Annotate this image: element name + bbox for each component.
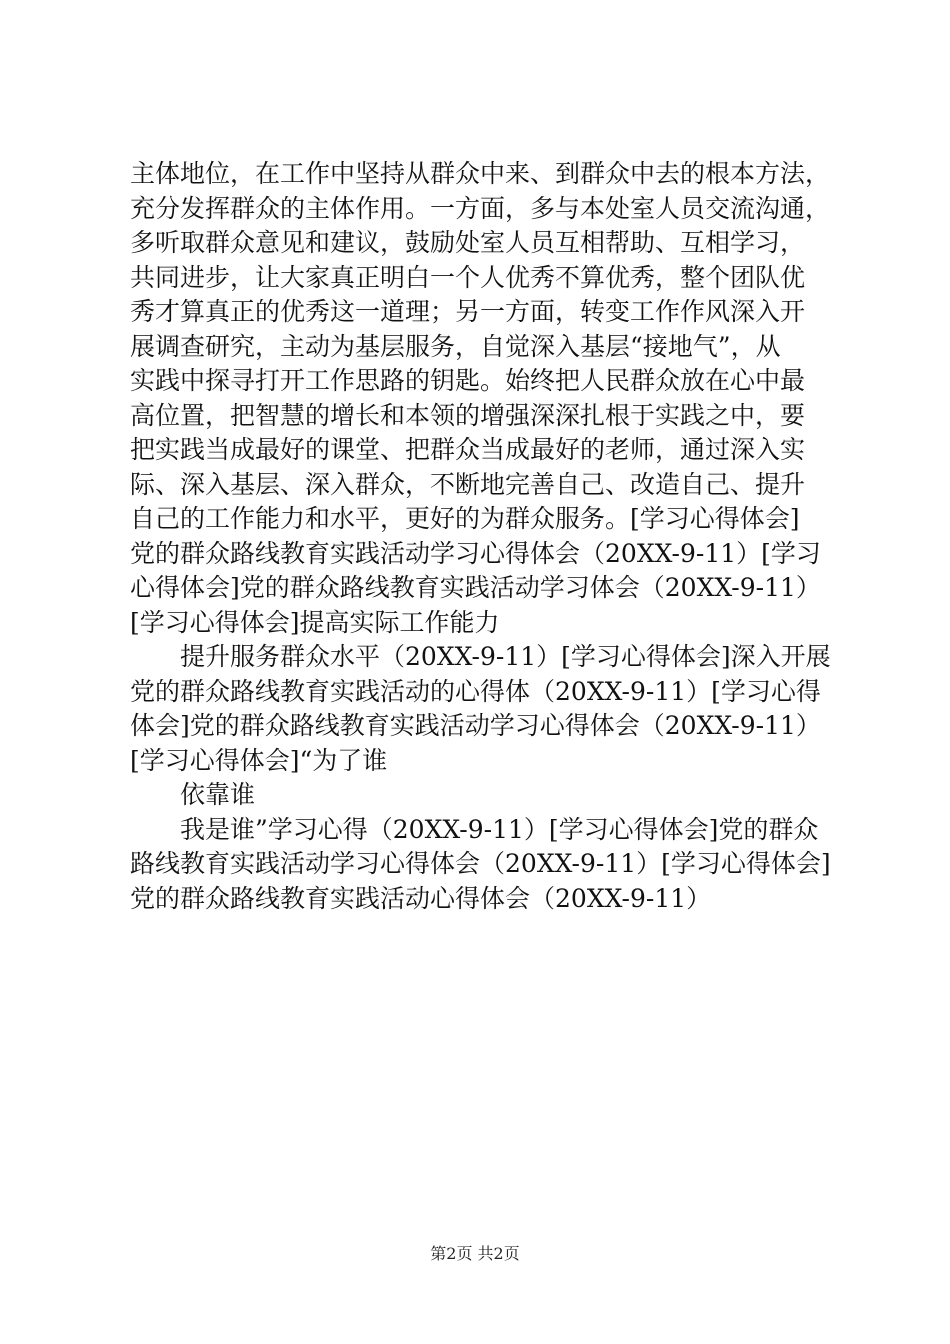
text-line: 党的群众路线教育实践活动的心得体（20XX-9-11）[学习心得 [130, 676, 821, 706]
text-line: [学习心得体会]“为了谁 [130, 745, 388, 775]
text-line: 充分发挥群众的主体作用。一方面，多与本处室人员交流沟通， [130, 193, 831, 223]
text-line: 路线教育实践活动学习心得体会（20XX-9-11）[学习心得体会] [130, 849, 831, 878]
text-line: 秀才算真正的优秀这一道理；另一方面，转变工作作风深入开 [130, 297, 806, 326]
text-line: 自己的工作能力和水平，更好的为群众服务。[学习心得体会] [130, 504, 800, 533]
text-line: 高位置，把智慧的增长和本领的增强深深扎根于实践之中，要 [130, 400, 806, 430]
text-line: 共同进步，让大家真正明白一个人优秀不算优秀，整个团队优 [130, 262, 806, 292]
text-line: 我是谁”学习心得（20XX-9-11）[学习心得体会]党的群众 [180, 814, 819, 844]
text-line: 提升服务群众水平（20XX-9-11）[学习心得体会]深入开展 [180, 642, 831, 671]
page-number: 第2页 共2页 [430, 1244, 520, 1263]
text-line: 把实践当成最好的课堂、把群众当成最好的老师，通过深入实 [130, 435, 806, 464]
text-line: 党的群众路线教育实践活动学习心得体会（20XX-9-11）[学习 [130, 538, 821, 568]
text-line: 际、深入基层、深入群众，不断地完善自己、改造自己、提升 [130, 469, 806, 499]
text-line: 心得体会]党的群众路线教育实践活动学习体会（20XX-9-11） [130, 573, 821, 602]
page-footer [0, 1243, 950, 1265]
text-line: 展调查研究，主动为基层服务，自觉深入基层“接地气”，从 [130, 331, 781, 361]
text-line: 实践中探寻打开工作思路的钥匙。始终把人民群众放在心中最 [130, 366, 806, 395]
text-line: 多听取群众意见和建议，鼓励处室人员互相帮助、互相学习， [130, 228, 806, 257]
text-line: 依靠谁 [180, 780, 256, 809]
text-line: 体会]党的群众路线教育实践活动学习心得体会（20XX-9-11） [130, 711, 821, 740]
document-body [130, 157, 830, 916]
text-line: 党的群众路线教育实践活动心得体会（20XX-9-11） [130, 883, 712, 913]
text-line: 主体地位，在工作中坚持从群众中来、到群众中去的根本方法， [130, 159, 831, 188]
text-line: [学习心得体会]提高实际工作能力 [130, 607, 500, 637]
